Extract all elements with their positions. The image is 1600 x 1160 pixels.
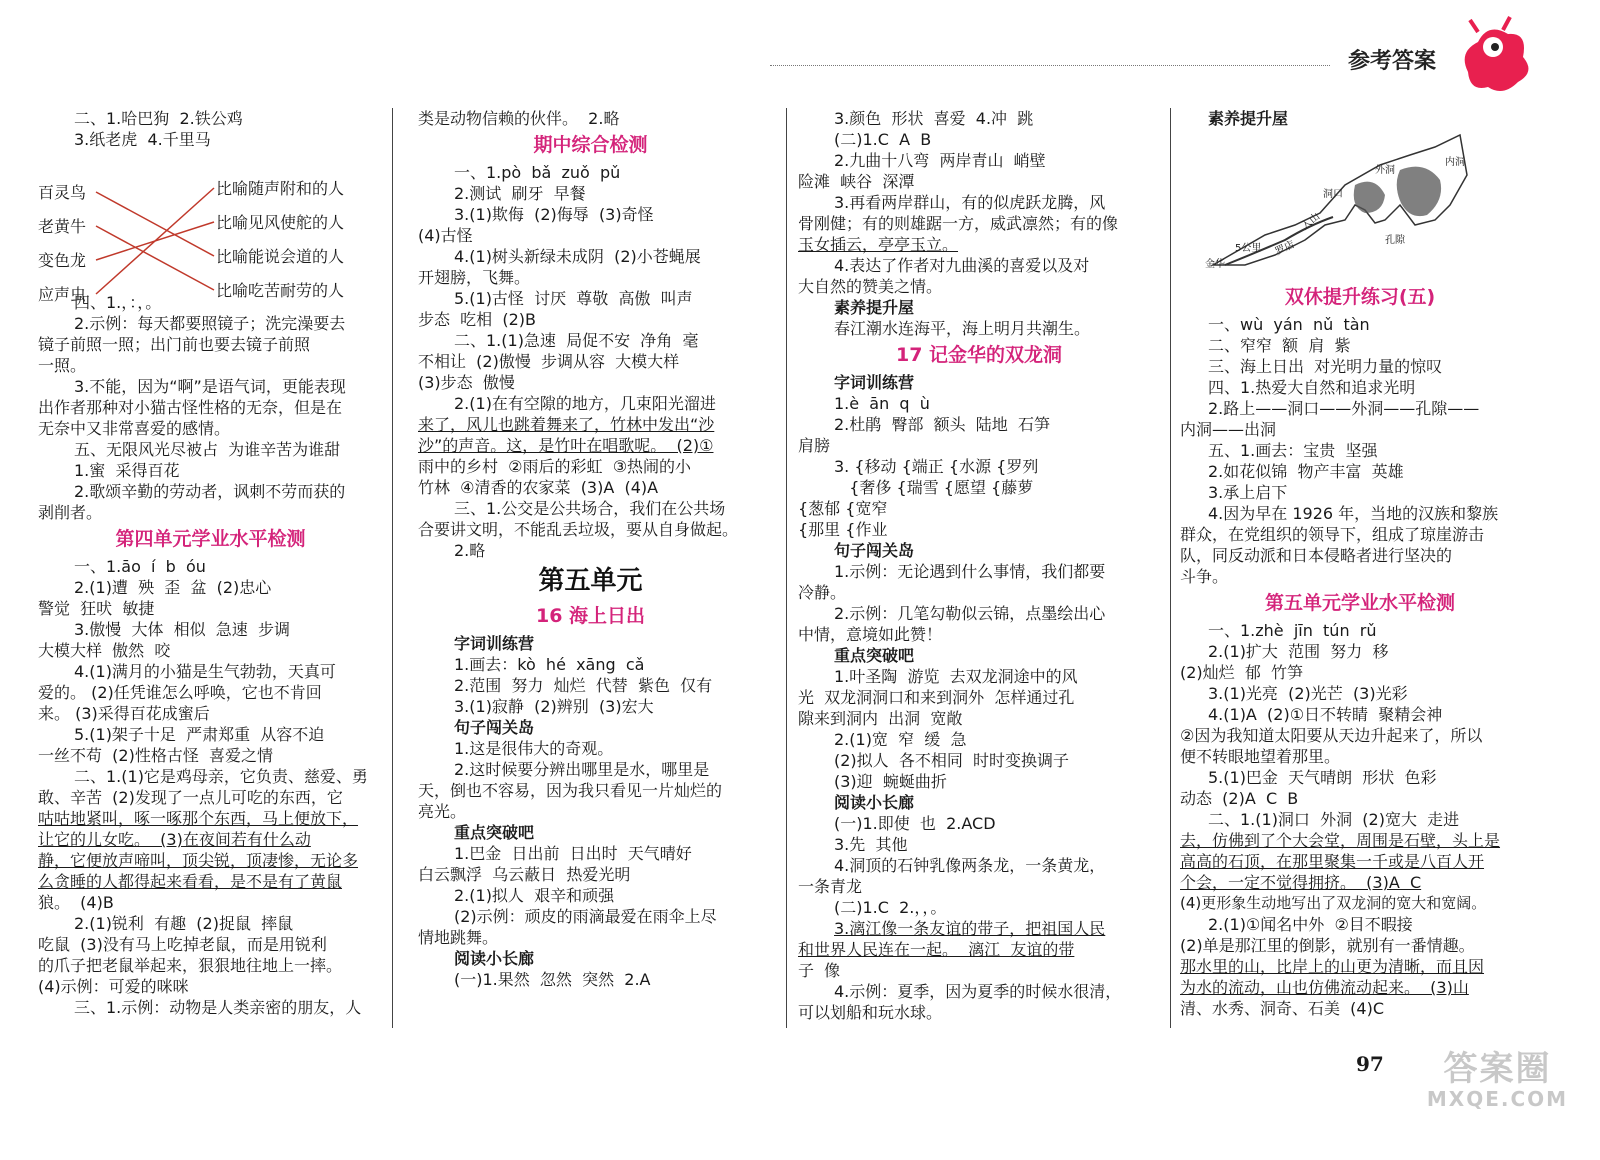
match-line <box>96 192 214 256</box>
text-line: 3. {移动 {端正 {水源 {罗列 <box>834 457 1039 476</box>
text-line: 2.九曲十八弯 两岸青山 峭壁 <box>834 151 1046 170</box>
text-line: 清、水秀、洞奇、石美 (4)C <box>1180 999 1385 1018</box>
watermark-domain: MXQE.COM <box>1426 1087 1569 1111</box>
column-3 <box>798 108 1160 1023</box>
match-right-item: 比喻能说会道的人 <box>216 247 345 266</box>
text-line: 队，同反动派和日本侵略者进行坚决的 <box>1180 546 1453 565</box>
text-line: 三、海上日出 对光明力量的惊叹 <box>1208 357 1443 376</box>
text-line: 出作者那种对小猫古怪性格的无奈，但是在 <box>38 398 343 417</box>
text-line: (2)示例：顽皮的雨滴最爱在雨伞上尽 <box>454 907 717 926</box>
text-line: 2.(1)遭 殃 歪 盆 (2)忠心 <box>74 578 272 597</box>
text-line: 3.颜色 形状 喜爱 4.冲 跳 <box>834 109 1034 128</box>
text-line: (2)单是那江里的倒影，就别有一番情趣。 <box>1180 936 1475 955</box>
text-line: 4.表达了作者对九曲溪的喜爱以及对 <box>834 256 1090 275</box>
text-line: 和世界人民连在一起。 漓江 友谊的带 <box>798 940 1075 959</box>
matching-diagram <box>38 180 368 310</box>
text-line: 斗争。 <box>1180 567 1229 586</box>
text-line: (二)1.C 2.，，。 <box>834 898 947 917</box>
text-line: 二、窄窄 额 肩 紫 <box>1208 336 1351 355</box>
subsection-label: 字词训练营 <box>834 373 915 392</box>
text-line: (2)拟人 各不相同 时时变换调子 <box>834 751 1070 770</box>
text-line: 三、1.示例：动物是人类亲密的朋友，人 <box>74 998 362 1017</box>
subsection-label: 句子闯关岛 <box>454 718 535 737</box>
text-line: 情地跳舞。 <box>418 928 499 947</box>
column-divider <box>1170 108 1171 1028</box>
text-line: 五、1.画去：宝贵 坚强 <box>1208 441 1378 460</box>
text-line: (一)1.即使 也 2.ACD <box>834 814 996 833</box>
text-line: 吃鼠 (3)没有马上吃掉老鼠，而是用锐利 <box>38 935 327 954</box>
match-left-item: 应声虫 <box>38 285 87 304</box>
text-line: 爱的。 (2)任凭谁怎么呼唤，它也不肯回 <box>38 683 322 702</box>
text-line: 步态 吃相 (2)B <box>418 310 536 329</box>
column-divider <box>786 108 787 1028</box>
text-line: 2.这时候要分辨出哪里是水，哪里是 <box>454 760 710 779</box>
text-line: 的爪子把老鼠举起来，狠狠地往地上一摔。 <box>38 956 343 975</box>
text-line: ②因为我知道太阳要从天边升起来了，所以 <box>1180 726 1483 745</box>
text-line: 4.洞顶的石钟乳像两条龙，一条黄龙， <box>834 856 1106 875</box>
label-luodian: 罗店 <box>1273 239 1297 258</box>
text-line: 2.略 <box>454 541 486 560</box>
text-line: 1.这是很伟大的奇观。 <box>454 739 614 758</box>
text-line: 让它的儿女吃。 (3)在夜间若有什么动 <box>38 830 311 849</box>
text-line: 竹林 ④清香的农家菜 (3)A (4)A <box>418 478 659 497</box>
text-line: 一、1.āo í b óu <box>74 557 206 576</box>
text-line: 1.è ān q ù <box>834 394 930 413</box>
mascot-icon <box>1448 12 1538 102</box>
text-line: 一、1.zhè jīn tún rǔ <box>1208 621 1377 640</box>
text-line: (3)步态 傲慢 <box>418 373 515 392</box>
match-left-item: 百灵鸟 <box>38 183 87 202</box>
text-line: 五、无限风光尽被占 为谁辛苦为谁甜 <box>74 440 341 459</box>
match-right-item: 比喻见风使舵的人 <box>216 213 345 232</box>
text-line: 2.如花似锦 物产丰富 英雄 <box>1208 462 1404 481</box>
text-line: 4.(1)满月的小猫是生气勃勃，天真可 <box>74 662 336 681</box>
watermark-logo <box>1410 1050 1585 1110</box>
text-line: 沙”的声音。这，是竹叶在唱歌呢。 (2)① <box>418 436 714 455</box>
section-heading: 第五单元学业水平检测 <box>1264 592 1455 614</box>
text-line: 动态 (2)A C B <box>1180 789 1299 808</box>
text-line: (4)更形象生动地写出了双龙洞的宽大和宽阔。 <box>1180 894 1487 912</box>
text-line: (4)示例：可爱的咪咪 <box>38 977 189 996</box>
label-outer-cave: 外洞 <box>1375 165 1395 176</box>
text-line: 玉女插云，亭亭玉立。 <box>798 235 959 254</box>
text-line: 1.示例：无论遇到什么事情，我们都要 <box>834 562 1106 581</box>
text-line: 子 像 <box>798 961 841 980</box>
text-line: 大自然的赞美之情。 <box>798 277 943 296</box>
text-line: (2)灿烂 郁 竹笋 <box>1180 663 1304 682</box>
text-line: 5.(1)架子十足 严肃郑重 从容不迫 <box>74 725 325 744</box>
text-line: 白云飘浮 乌云蔽日 热爱光明 <box>418 865 631 884</box>
text-line: 2.(1)扩大 范围 努力 移 <box>1208 642 1389 661</box>
text-line: 敢、辛苦 (2)发现了一点儿可吃的东西，它 <box>38 788 343 807</box>
text-line: 便不转眼地望着那里。 <box>1180 747 1341 766</box>
watermark-text: 答案圈 <box>1443 1049 1552 1089</box>
text-line: 肩膀 <box>798 436 831 455</box>
text-line: 狼。 (4)B <box>38 893 114 912</box>
text-line: 剥削者。 <box>38 503 103 522</box>
text-line: 二、1.哈巴狗 2.铁公鸡 <box>74 109 243 128</box>
label-gap: 孔隙 <box>1385 235 1405 246</box>
lesson-heading: 16 海上日出 <box>535 605 646 627</box>
match-left-item: 老黄牛 <box>38 217 87 236</box>
text-line: 2.测试 刷牙 早餐 <box>454 184 586 203</box>
text-line: 雨中的乡村 ②雨后的彩虹 ③热闹的小 <box>418 457 692 476</box>
text-line: 二、1.(1)洞口 外洞 (2)宽大 走进 <box>1208 810 1460 829</box>
text-line: 个会，一定不觉得拥挤。 (3)A C <box>1180 873 1422 892</box>
text-line: 静，它便放声啼叫，顶尖锐，顶凄惨，无论多 <box>38 851 359 870</box>
text-line: 2.(1)锐利 有趣 (2)捉鼠 摔鼠 <box>74 914 294 933</box>
text-line: 3.(1)寂静 (2)辨别 (3)宏大 <box>454 697 654 716</box>
text-line: 2.歌颂辛勤的劳动者，讽刺不劳而获的 <box>74 482 346 501</box>
text-line: 类是动物信赖的伙伴。 2.略 <box>418 109 620 128</box>
header-rule <box>770 65 1330 66</box>
header-title: 参考答案 <box>1348 49 1437 74</box>
section-heading: 双休提升练习(五) <box>1284 286 1436 308</box>
subsection-label: 重点突破吧 <box>834 646 915 665</box>
text-line: 群众，在党组织的领导下，组成了琼崖游击 <box>1180 525 1485 544</box>
text-line: 5.(1)古怪 讨厌 尊敬 高傲 叫声 <box>454 289 693 308</box>
match-right-item: 比喻随声附和的人 <box>216 179 345 198</box>
text-line: 一照。 <box>38 356 87 375</box>
text-line: 3.不能，因为“啊”是语气词，更能表现 <box>74 377 346 396</box>
text-line: (3)迎 蜿蜒曲折 <box>834 772 947 791</box>
text-line: 警觉 狂吠 敏捷 <box>38 599 155 618</box>
subsection-label: 重点突破吧 <box>454 823 535 842</box>
text-line: 2.范围 努力 灿烂 代替 紫色 仅有 <box>454 676 713 695</box>
label-distance: 5公里 <box>1235 243 1262 254</box>
text-line: 1.巴金 日出前 日出时 天气晴好 <box>454 844 692 863</box>
text-line: 2.示例：每天都要照镜子；洗完澡要去 <box>74 314 346 333</box>
text-line: 隙来到洞内 出洞 宽敞 <box>798 709 963 728</box>
text-line: 2.(1)在有空隙的地方，几束阳光溜进 <box>454 394 716 413</box>
text-line: 4.示例：夏季，因为夏季的时候水很清， <box>834 982 1122 1001</box>
text-line: 2.(1)拟人 艰辛和顽强 <box>454 886 615 905</box>
text-line: 2.(1)宽 窄 缓 急 <box>834 730 967 749</box>
text-line: 来。 (3)采得百花成蜜后 <box>38 704 210 723</box>
match-line <box>96 188 214 294</box>
text-line: 1.叶圣陶 游览 去双龙洞途中的风 <box>834 667 1078 686</box>
subsection-label: 素养提升屋 <box>834 298 915 317</box>
text-line: 1.画去：kò hé xāng cǎ <box>454 655 645 674</box>
text-line: 二、1.(1)急速 局促不安 净角 毫 <box>454 331 699 350</box>
text-line: 3.(1)欺侮 (2)侮辱 (3)奇怪 <box>454 205 654 224</box>
text-line: 3.承上启下 <box>1208 483 1288 502</box>
text-line: 一、1.pò bǎ zuǒ pǔ <box>454 163 621 182</box>
text-line: 冷静。 <box>798 583 847 602</box>
text-line: 春江潮水连海平，海上明月共潮生。 <box>834 319 1091 338</box>
text-line: 高高的石顶，在那里聚集一千或是八百人开 <box>1180 852 1485 871</box>
match-lines <box>38 180 368 310</box>
text-line: 亮光。 <box>418 802 467 821</box>
text-line: 骨刚健；有的则雄踞一方，威武凛然；有的像 <box>798 214 1119 233</box>
text-line: 一、wù yán nǔ tàn <box>1208 315 1370 334</box>
column-2 <box>418 108 763 990</box>
text-line: 为水的流动，山也仿佛流动起来。 (3)山 <box>1180 978 1469 997</box>
text-line: 镜子前照一照；出门前也要去镜子前照 <box>38 335 311 354</box>
text-line: 可以划船和玩水球。 <box>798 1003 943 1022</box>
match-line <box>96 226 214 290</box>
text-line: 一丝不苟 (2)性格古怪 喜爱之情 <box>38 746 274 765</box>
text-line: 3.傲慢 大体 相似 急速 步调 <box>74 620 290 639</box>
text-line: 么贪睡的人都得起来看看，是不是有了黄鼠 <box>38 872 343 891</box>
subsection-label: 句子闯关岛 <box>834 541 915 560</box>
text-line: 天，倒也不容易，因为我只看见一片灿烂的 <box>418 781 723 800</box>
label-inner-cave: 内洞 <box>1445 157 1465 168</box>
cave-route-diagram <box>1205 125 1470 275</box>
text-line: 咕咕地紧叫，啄一啄那个东西，马上便放下， <box>38 809 359 828</box>
text-line: 那水里的山，比岸上的山更为清晰，而且因 <box>1180 957 1485 976</box>
subsection-label: 阅读小长廊 <box>454 949 535 968</box>
text-line: 3.先 其他 <box>834 835 908 854</box>
text-line: 内洞——出洞 <box>1180 420 1277 439</box>
text-line: 光 双龙洞洞口和来到洞外 怎样通过孔 <box>798 688 1075 707</box>
text-line: 2.路上——洞口——外洞——孔隙—— <box>1208 399 1480 418</box>
column-divider <box>392 108 393 1028</box>
text-line: 不相让 (2)傲慢 步调从容 大模大样 <box>418 352 680 371</box>
text-line: 开翅膀，飞舞。 <box>418 268 531 287</box>
text-line: 四、1.，：，。 <box>74 293 162 312</box>
match-left-item: 变色龙 <box>38 251 87 270</box>
text-line: 来了，风儿也跳着舞来了，竹林中发出“沙 <box>418 415 715 434</box>
text-line: 5.(1)巴金 天气晴朗 形状 色彩 <box>1208 768 1437 787</box>
text-line: 3.(1)光亮 (2)光芒 (3)光彩 <box>1208 684 1408 703</box>
page-number: 97 <box>1356 1052 1384 1076</box>
text-line: 3.纸老虎 4.千里马 <box>74 130 211 149</box>
label-jinhua: 金华 <box>1205 259 1225 270</box>
section-heading: 期中综合检测 <box>533 134 648 156</box>
text-line: 3.漓江像一条友谊的带子，把祖国人民 <box>834 919 1106 938</box>
text-line: 中情，意境如此赞！ <box>798 625 943 644</box>
text-line: 大模大样 傲然 咬 <box>38 641 171 660</box>
text-line: 2.示例：几笔勾勒似云锦，点墨绘出心 <box>834 604 1106 623</box>
text-line: 4.(1)树头新绿未成阴 (2)小苍蝇展 <box>454 247 701 266</box>
lesson-heading: 17 记金华的双龙洞 <box>895 344 1063 366</box>
match-right-item: 比喻吃苦耐劳的人 <box>216 281 345 300</box>
text-line: 无奈中又非常喜爱的感情。 <box>38 419 231 438</box>
section-heading: 第四单元学业水平检测 <box>115 528 306 550</box>
text-line: 1.蜜 采得百花 <box>74 461 180 480</box>
text-line: 去，仿佛到了个大会堂，周围是石壁，头上是 <box>1180 831 1501 850</box>
text-line: (一)1.果然 忽然 突然 2.A <box>454 970 651 989</box>
text-line: 合要讲文明，不能乱丢垃圾，要从自身做起。 <box>418 520 739 539</box>
subsection-label: 素养提升屋 <box>1208 109 1289 128</box>
outer-cave <box>1354 182 1385 213</box>
route-path <box>1225 217 1333 265</box>
unit-title: 第五单元 <box>538 566 643 596</box>
text-line: 2.(1)①闻名中外 ②目不暇接 <box>1208 915 1413 934</box>
text-line: 四、1.热爱大自然和追求光明 <box>1208 378 1416 397</box>
text-line: 险滩 峡谷 深潭 <box>798 172 915 191</box>
text-line: 4.(1)A (2)①日不转睛 聚精会神 <box>1208 705 1443 724</box>
text-line: (4)古怪 <box>418 226 473 245</box>
label-cave-mouth: 洞口 <box>1323 189 1343 200</box>
text-line: 3.再看两岸群山，有的似虎跃龙腾，风 <box>834 193 1106 212</box>
text-line: (二)1.C A B <box>834 130 932 149</box>
text-line: 二、1.(1)它是鸡母亲，它负责、慈爱、勇 <box>74 767 368 786</box>
subsection-label: 阅读小长廊 <box>834 793 915 812</box>
text-line: 2.杜鹃 臀部 额头 陆地 石笋 <box>834 415 1050 434</box>
subsection-label: 字词训练营 <box>454 634 535 653</box>
text-line: {那里 {作业 <box>798 520 888 539</box>
text-line: 一条青龙 <box>798 877 863 896</box>
text-line: 三、1.公交是公共场合，我们在公共场 <box>454 499 726 518</box>
text-line: {奢侈 {瑞雪 {愿望 {藤萝 <box>834 478 1034 497</box>
label-enter-mountain: 入山 <box>1299 211 1323 233</box>
text-line: 4.因为早在 1926 年，当地的汉族和黎族 <box>1208 504 1499 523</box>
text-line: {葱郁 {宽窄 <box>798 499 888 518</box>
